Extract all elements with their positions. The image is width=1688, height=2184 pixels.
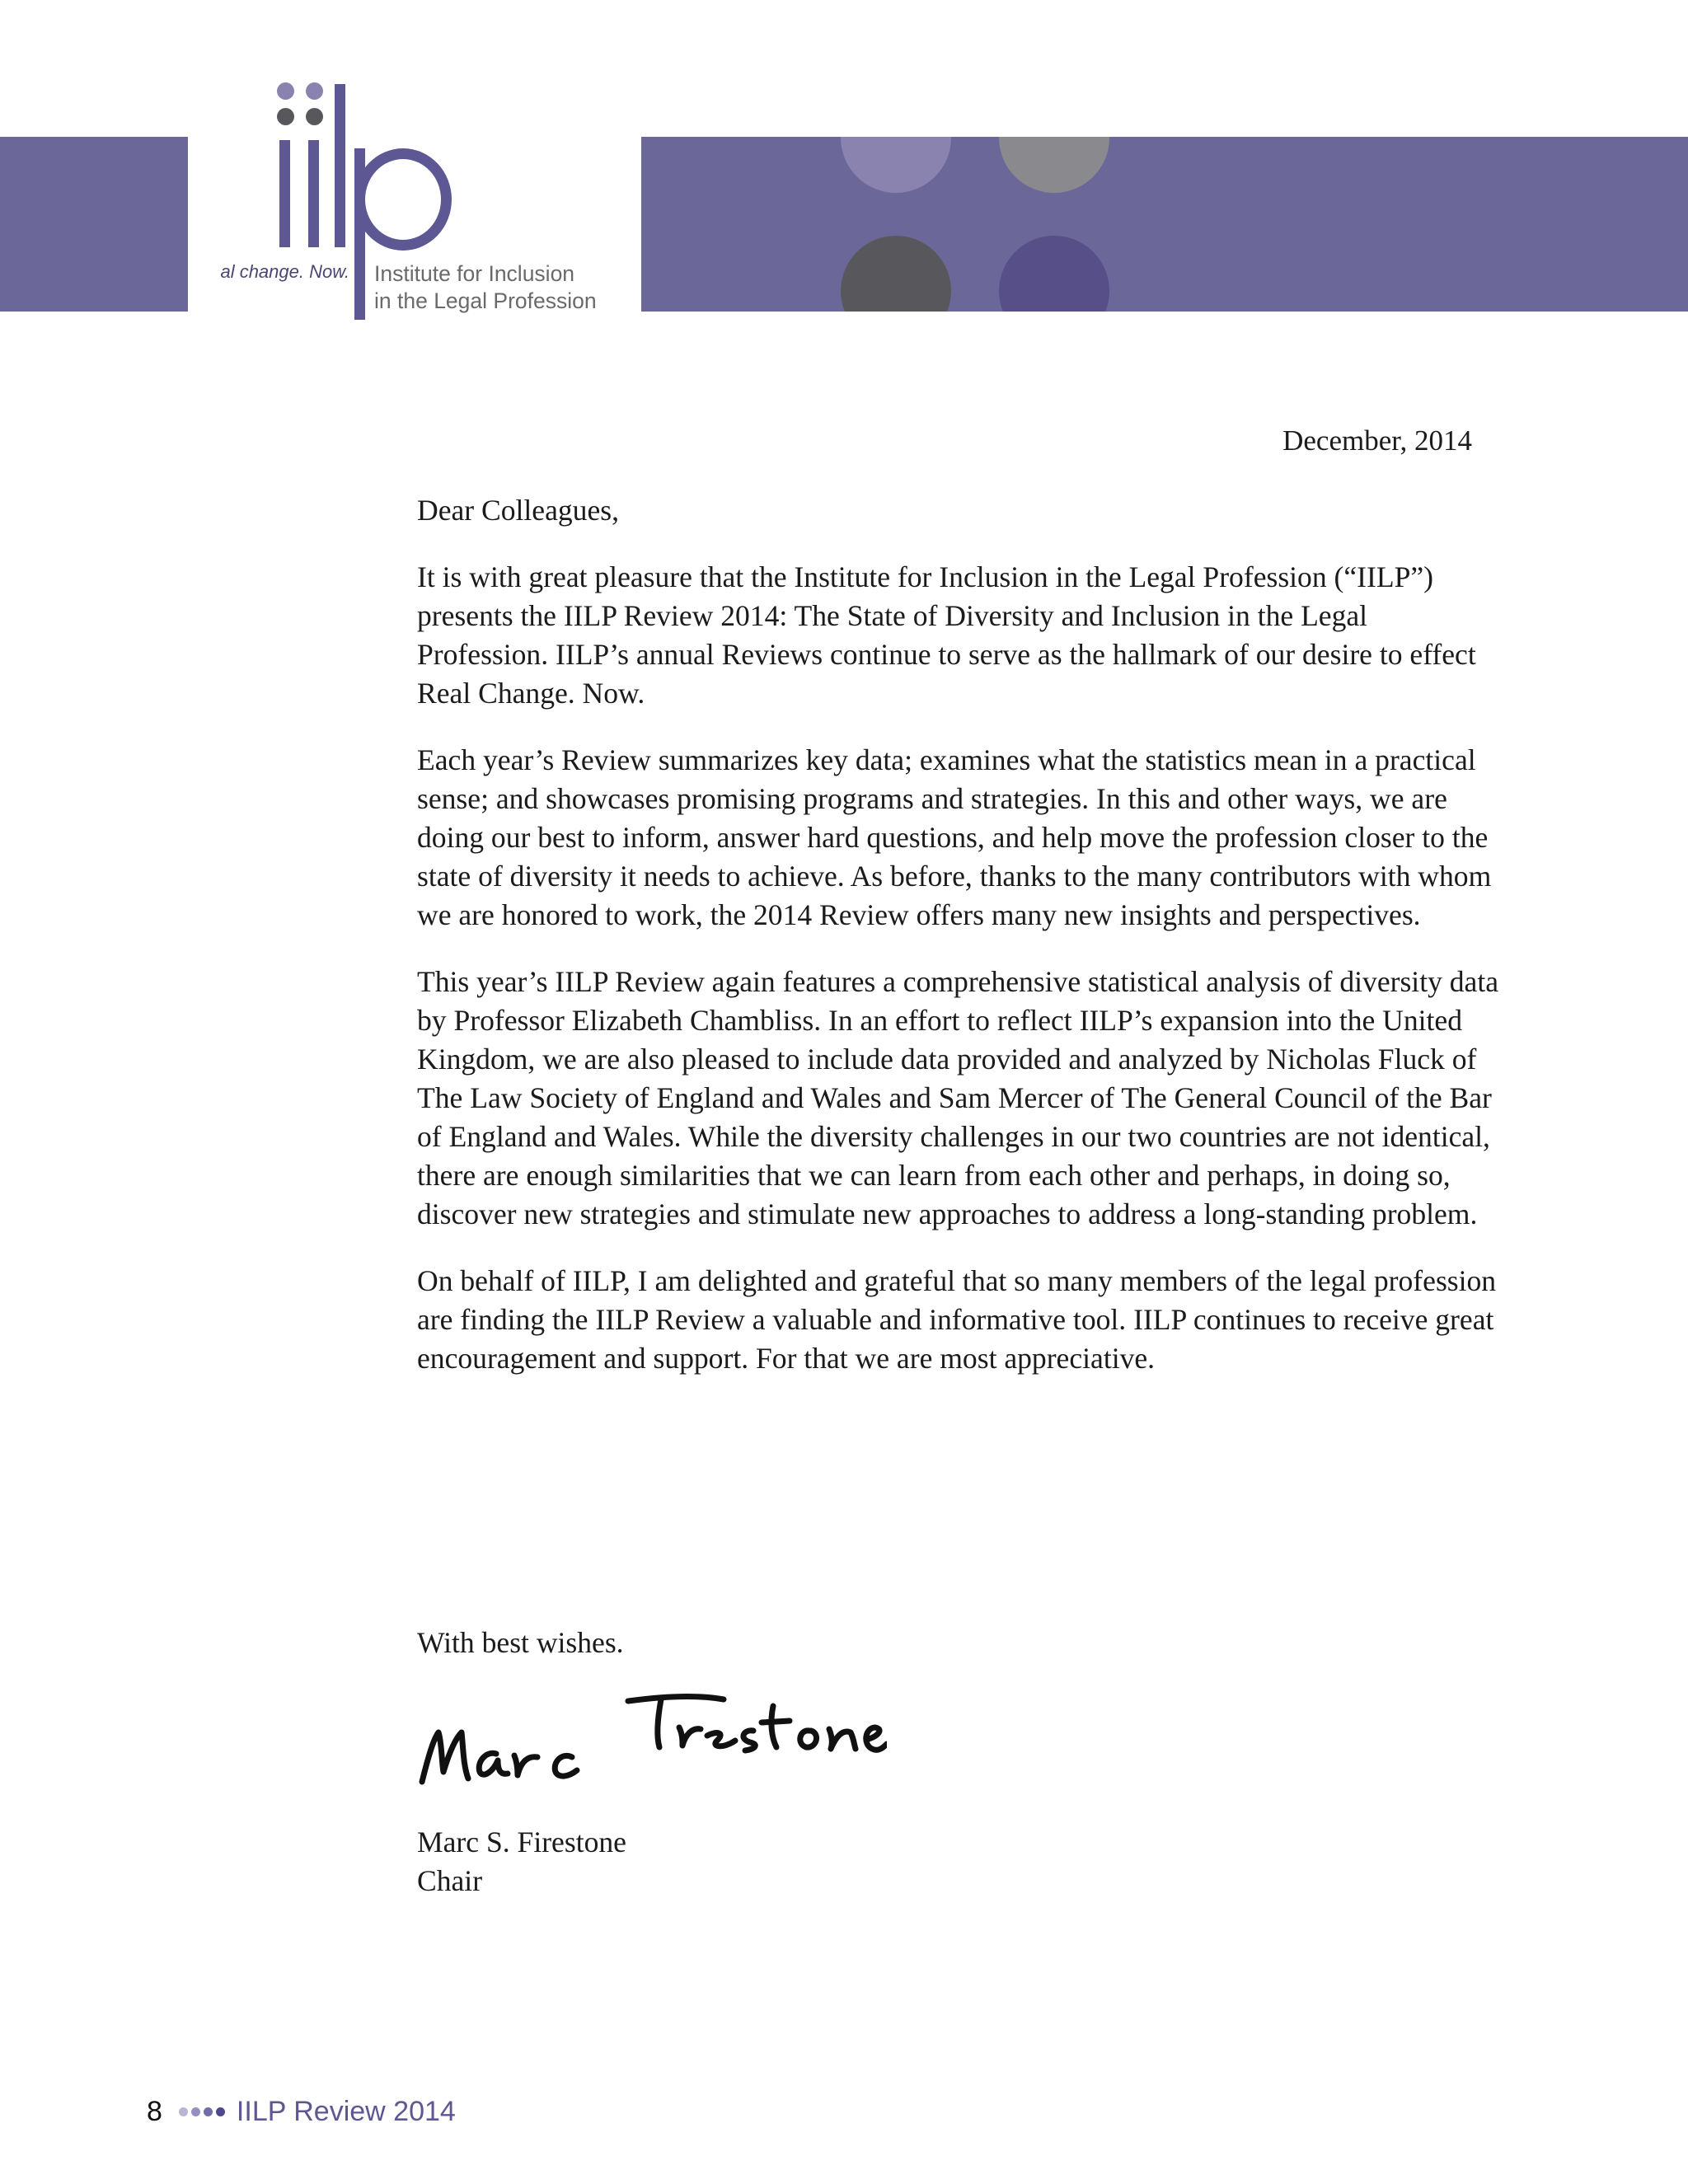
letter-body — [417, 491, 1505, 1406]
footer-dot-1 — [179, 2107, 188, 2116]
handwritten-signature — [417, 1690, 887, 1797]
decorative-circle-deep — [999, 236, 1109, 312]
paragraph-3: This year’s IILP Review again features a comprehensive statistical analysis of diversity data by Professor Elizabeth Chambliss. In an effort to reflect IILP’s expansion into the United Kingdom, we are also pleased to include data provided and analyzed by Nicholas Fluck of The Law Society of England and Wales and Sam Mercer of The General Council of the Bar of England and Wales. While the diversity challenges in our two countries are not identical, there are enough similarities that we can learn from each other and perhaps, in doing so, discover new strategies and stimulate new approaches to address a long-standing problem. — [417, 965, 1499, 1230]
logo-tagline: al change. Now. — [220, 261, 349, 282]
logo-dot-1 — [277, 82, 294, 100]
signature-block — [417, 1823, 626, 1900]
org-name-line-2: in the Legal Profession — [374, 288, 597, 313]
footer-dot-3 — [204, 2107, 213, 2116]
decorative-circle-dark — [841, 236, 951, 312]
signer-name: Marc S. Firestone — [417, 1825, 626, 1858]
logo-letter-i-1 — [279, 140, 290, 247]
page-footer — [147, 2093, 456, 2130]
paragraph-1: It is with great pleasure that the Institute for Inclusion in the Legal Profession (“IILP”) presents the IILP Review 2014: The State of Diversity and Inclusion in the Legal Profession. IILP’s annual Reviews continue to serve as the hallmark of our desire to effect Real Change. Now. — [417, 560, 1476, 710]
decorative-circle-light — [841, 137, 951, 193]
iilp-logo — [188, 74, 641, 321]
org-name-line-1: Institute for Inclusion — [374, 261, 575, 286]
salutation: Dear Colleagues, — [417, 494, 619, 527]
letter-date: December, 2014 — [1282, 424, 1472, 457]
publication-title: IILP Review 2014 — [236, 2096, 456, 2127]
footer-dot-4 — [216, 2107, 225, 2116]
logo-dot-4 — [306, 108, 323, 125]
paragraph-4: On behalf of IILP, I am delighted and grateful that so many members of the legal profession are finding the IILP Review a valuable and informative tool. IILP continues to receive great encouragement and support. For that we are most appreciative. — [417, 1264, 1497, 1375]
signer-title: Chair — [417, 1864, 483, 1897]
footer-dot-2 — [191, 2107, 200, 2116]
header-band-left — [0, 137, 188, 312]
logo-dot-2 — [306, 82, 323, 100]
logo-letter-i-2 — [308, 140, 319, 247]
decorative-circle-gray — [999, 137, 1109, 193]
logo-dot-3 — [277, 108, 294, 125]
closing: With best wishes. — [417, 1626, 624, 1659]
logo-letter-p-bowl — [354, 148, 452, 251]
org-name — [374, 260, 597, 315]
header-band-right — [641, 137, 1688, 312]
paragraph-2: Each year’s Review summarizes key data; examines what the statistics mean in a practical sense; and showcases promising programs and strategies. In this and other ways, we are doing our best to inform, answer hard questions, and help move the profession closer to the state of diversity it needs to achieve. As before, thanks to the many contributors with whom we are honored to work, the 2014 Review offers many new insights and perspectives. — [417, 743, 1492, 931]
page-number: 8 — [147, 2096, 162, 2127]
logo-letter-l — [335, 84, 345, 247]
